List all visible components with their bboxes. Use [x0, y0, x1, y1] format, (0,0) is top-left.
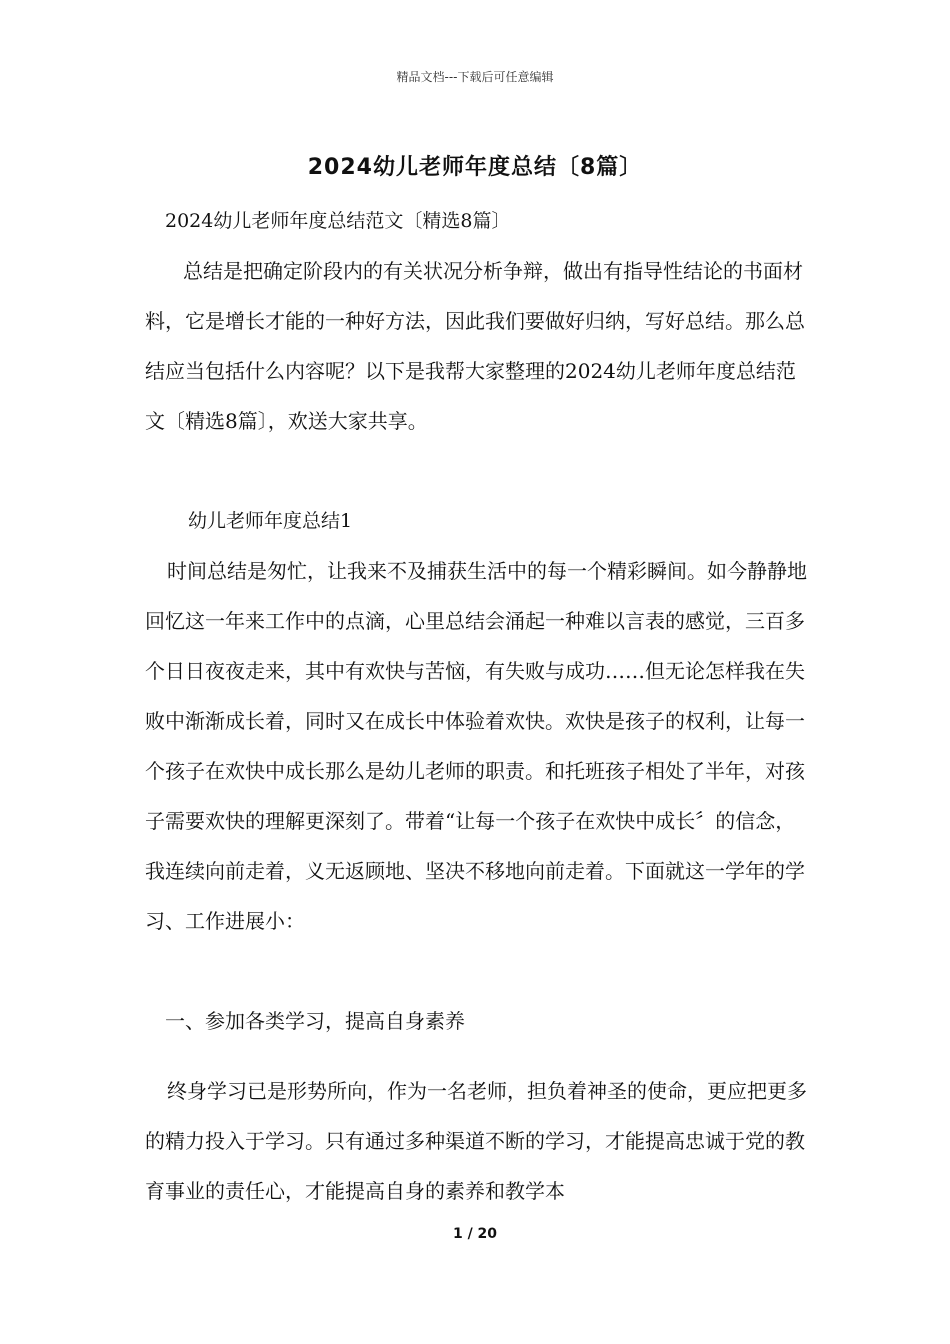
intro-text: 总结是把确定阶段内的有关状况分析争辩，做出有指导性结论的书面材料，它是增长才能的一种好方法，因此我们要做好归纳，写好总结。那么总结应当包括什么内容呢？以下是我帮大家整理的2024幼儿老师年度总结范文〔精选8篇〕，欢送大家共享。 — [145, 259, 805, 433]
section-paragraph — [145, 546, 810, 946]
subsection-paragraph — [145, 1046, 810, 1236]
intro-paragraph — [145, 246, 810, 446]
section-title: 幼儿老师年度总结1 — [188, 510, 353, 532]
page-number: 1 / 20 — [452, 1226, 498, 1242]
document-title: 2024幼儿老师年度总结〔8篇〕 — [307, 155, 643, 180]
section-text: 时间总结是匆忙，让我来不及捕获生活中的每一个精彩瞬间。如今静静地回忆这一年来工作中的点滴，心里总结会涌起一种难以言表的感觉，三百多个日日夜夜走来，其中有欢快与苦恼，有失败与成功……但无论怎样我在失败中渐渐成长着，同时又在成长中体验着欢快。欢快是孩子的权利，让每一个孩子在欢快中成长那么是幼儿老师的职责。和托班孩子相处了半年，对孩子需要欢快的理解更深刻了。带着“让每一个孩子在欢快中成长〞的信念，我连续向前走着，义无返顾地、坚决不移地向前走着。下面就这一学年的学习、工作进展小： — [145, 559, 807, 933]
subsection-heading: 一、参加各类学习，提高自身素养 — [165, 1009, 465, 1033]
document-subtitle: 2024幼儿老师年度总结范文〔精选8篇〕 — [165, 210, 511, 232]
page-header: 精品文档---下载后可任意编辑 — [396, 70, 554, 84]
subsection-text: 终身学习已是形势所向，作为一名老师，担负着神圣的使命，更应把更多的精力投入于学习。只有通过多种渠道不断的学习，才能提高忠诚于党的教育事业的责任心，才能提高自身的素养和教学本 — [145, 1079, 807, 1203]
